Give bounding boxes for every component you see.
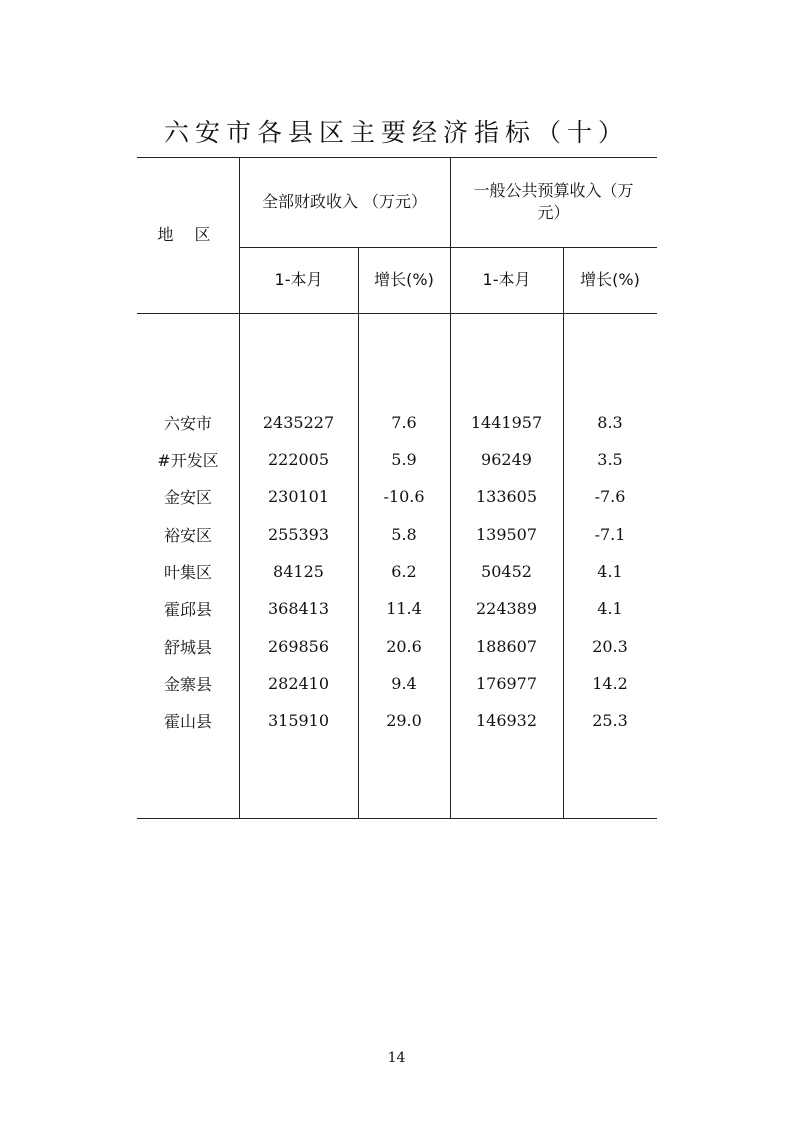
budget-growth-cell: 25.3 bbox=[592, 711, 628, 730]
total-growth-cell: 7.6 bbox=[391, 413, 417, 432]
budget-growth-cell: 4.1 bbox=[597, 599, 623, 618]
budget-growth-cell: 8.3 bbox=[597, 413, 623, 432]
budget-growth-header: 增长(%) bbox=[580, 270, 640, 289]
table-row bbox=[137, 628, 657, 665]
total-cell: 222005 bbox=[267, 450, 330, 469]
region-cell: 霍山县 bbox=[163, 712, 212, 731]
economic-indicators-table bbox=[137, 157, 657, 819]
budget-growth-cell: 4.1 bbox=[597, 562, 623, 581]
page-number: 14 bbox=[387, 1050, 406, 1066]
region-cell: #开发区 bbox=[157, 451, 219, 470]
budget-revenue-header-line1: 一般公共预算收入（万 bbox=[473, 181, 634, 200]
total-period-header: 1-本月 bbox=[274, 270, 323, 289]
total-cell: 255393 bbox=[267, 525, 330, 544]
region-cell: 金安区 bbox=[163, 488, 212, 507]
table-row bbox=[137, 516, 657, 553]
total-growth-cell: 5.9 bbox=[391, 450, 417, 469]
total-growth-header: 增长(%) bbox=[374, 270, 434, 289]
total-growth-cell: -10.6 bbox=[383, 487, 425, 506]
total-revenue-header: 全部财政收入 （万元） bbox=[261, 192, 428, 211]
region-cell: 裕安区 bbox=[163, 526, 212, 545]
region-cell: 六安市 bbox=[163, 414, 212, 433]
total-growth-cell: 29.0 bbox=[386, 711, 422, 730]
budget-cell: 50452 bbox=[481, 562, 532, 581]
region-cell: 金寨县 bbox=[163, 675, 212, 694]
table-row bbox=[137, 553, 657, 590]
total-cell: 2435227 bbox=[262, 413, 335, 432]
budget-growth-cell: 14.2 bbox=[592, 674, 628, 693]
total-growth-cell: 5.8 bbox=[391, 525, 417, 544]
total-growth-cell: 6.2 bbox=[391, 562, 417, 581]
region-cell: 舒城县 bbox=[163, 638, 212, 657]
table-bottom-rule bbox=[137, 818, 657, 819]
budget-growth-cell: -7.1 bbox=[594, 525, 626, 544]
total-cell: 269856 bbox=[267, 637, 330, 656]
region-cell: 霍邱县 bbox=[163, 600, 212, 619]
table-row bbox=[137, 441, 657, 478]
total-cell: 230101 bbox=[267, 487, 330, 506]
total-cell: 282410 bbox=[267, 674, 330, 693]
budget-cell: 188607 bbox=[475, 637, 538, 656]
budget-cell: 224389 bbox=[475, 599, 538, 618]
page-title: 六安市各县区主要经济指标（十） bbox=[163, 118, 629, 147]
budget-cell: 96249 bbox=[481, 450, 532, 469]
budget-growth-cell: 3.5 bbox=[597, 450, 623, 469]
budget-period-header: 1-本月 bbox=[482, 270, 531, 289]
table-row bbox=[137, 404, 657, 441]
budget-cell: 139507 bbox=[475, 525, 538, 544]
budget-growth-cell: -7.6 bbox=[594, 487, 626, 506]
table-row bbox=[137, 702, 657, 739]
budget-cell: 1441957 bbox=[470, 413, 543, 432]
total-cell: 315910 bbox=[267, 711, 330, 730]
total-cell: 84125 bbox=[273, 562, 324, 581]
table-row bbox=[137, 478, 657, 515]
budget-revenue-header bbox=[450, 157, 657, 247]
header-bottom-rule bbox=[137, 313, 657, 314]
budget-revenue-header-line2: 元） bbox=[537, 203, 570, 222]
budget-cell: 133605 bbox=[475, 487, 538, 506]
region-cell: 叶集区 bbox=[163, 563, 212, 582]
region-header: 地 区 bbox=[157, 225, 219, 244]
budget-cell: 146932 bbox=[475, 711, 538, 730]
total-growth-cell: 9.4 bbox=[391, 674, 417, 693]
budget-cell: 176977 bbox=[475, 674, 538, 693]
total-cell: 368413 bbox=[267, 599, 330, 618]
table-row bbox=[137, 590, 657, 627]
total-growth-cell: 20.6 bbox=[386, 637, 422, 656]
budget-growth-cell: 20.3 bbox=[592, 637, 628, 656]
table-row bbox=[137, 665, 657, 702]
total-growth-cell: 11.4 bbox=[386, 599, 422, 618]
